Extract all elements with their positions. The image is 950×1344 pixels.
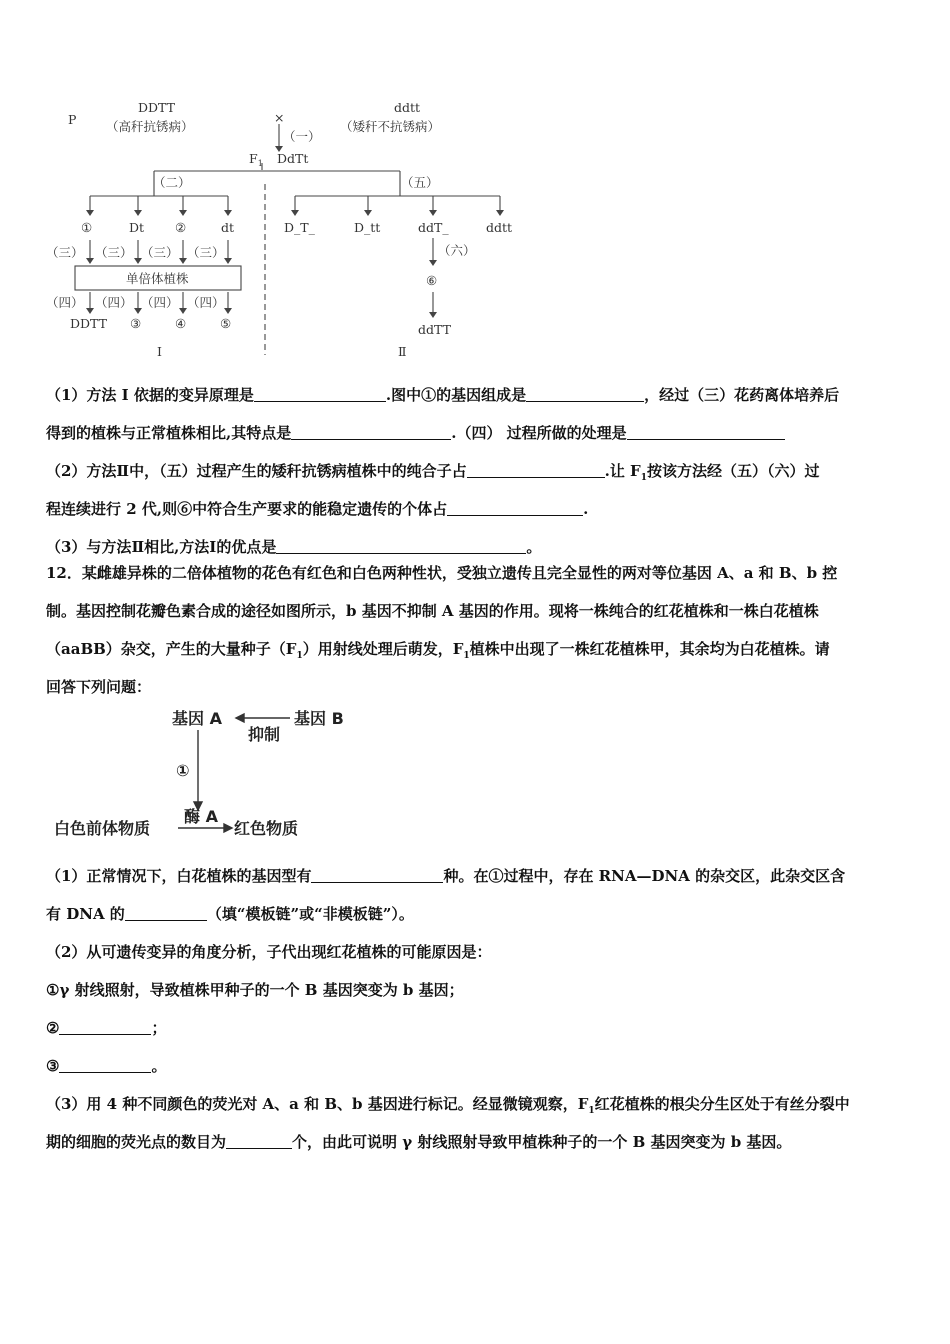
offspring-2: D_tt: [354, 220, 381, 235]
answer-blank-1-1[interactable]: [254, 385, 386, 402]
offspring-4: ddtt: [486, 220, 513, 235]
method2-label: Ⅱ: [398, 344, 407, 359]
q12-line-5: ② ；: [46, 1019, 167, 1037]
answer-blank-12-5[interactable]: [226, 1132, 292, 1149]
final-genotype: ddTT: [418, 322, 451, 337]
answer-blank-3-1[interactable]: [276, 537, 526, 554]
step-label-6: （六）: [438, 243, 476, 258]
parent2-genotype: ddtt: [394, 100, 421, 115]
step-label-4c: （四）: [141, 295, 179, 310]
step-label-4d: （四）: [187, 295, 225, 310]
step-label-4b: （四）: [95, 295, 133, 310]
method1-result-3: ④: [175, 316, 187, 331]
answer-blank-1-3[interactable]: [291, 423, 451, 440]
circle-6: ⑥: [426, 273, 438, 288]
q12-line-2: 有 DNA 的 （填“模板链”或“非模板链”）。: [46, 905, 414, 923]
q12-line-7: （3）用 4 种不同颜色的荧光对 A、a 和 B、b 基因进行标记。经显微镜观察，$F_1$红花植株的根尖分生区处于有丝分裂中: [46, 1095, 850, 1116]
step-label-3a: （三）: [46, 245, 84, 260]
method1-result-2: ③: [130, 316, 142, 331]
method1-result-1: DDTT: [70, 316, 107, 331]
parent1-phenotype: （高秆抗锈病）: [106, 119, 194, 134]
product-label: 红色物质: [234, 819, 299, 838]
answer-blank-1-4[interactable]: [627, 423, 785, 440]
f1-genotype: DdTt: [277, 151, 309, 166]
step-label-3b: （三）: [95, 245, 133, 260]
q12-line-8: 期的细胞的荧光点的数目为 个，由此可说明 γ 射线照射导致甲植株种子的一个 B 基因突变为 b 基因。: [46, 1133, 792, 1151]
step-1-label: ①: [176, 761, 190, 780]
q12-line-3: （2）从可遗传变异的角度分析，子代出现红花植株的可能原因是：: [46, 943, 492, 961]
q12-intro: [46, 554, 906, 706]
f1-label: $F_1$: [249, 151, 263, 168]
q11-line-3: （2）方法Ⅱ中，（五）过程产生的矮秆抗锈病植株中的纯合子占 .让 $F_1$按该方法经（五）（六）过: [46, 462, 820, 483]
q11-line-5: （3）与方法Ⅱ相比,方法Ⅰ的优点是 。: [46, 538, 542, 556]
step-label-4a: （四）: [46, 295, 84, 310]
parent2-phenotype: （矮秆不抗锈病）: [340, 119, 441, 134]
q11-line-4: 程连续进行 2 代,则⑥中符合生产要求的能稳定遗传的个体占 .: [46, 500, 589, 518]
cross-symbol: ×: [274, 110, 285, 125]
haploid-box-label: 单倍体植株: [126, 271, 189, 286]
answer-blank-12-2[interactable]: [125, 904, 207, 921]
answer-blank-2-2[interactable]: [447, 499, 583, 516]
answer-blank-1-2[interactable]: [526, 385, 644, 402]
q12-subquestions: [46, 857, 906, 1161]
q12-intro-line-3: （aaBB）杂交，产生的大量种子$(F_1)$用射线处理后萌发，$F_1$植株中出现了一株红花植株甲，其余均为白花植株。请: [46, 640, 830, 661]
answer-blank-12-4[interactable]: [59, 1056, 151, 1073]
gene-b-label: 基因 B: [294, 709, 344, 728]
breeding-diagram: [0, 0, 950, 380]
gene-pathway-diagram: [0, 700, 950, 850]
method1-result-4: ⑤: [220, 316, 232, 331]
offspring-3: ddT_: [418, 220, 449, 235]
enzyme-label: 酶 A: [184, 807, 218, 826]
parent1-genotype: DDTT: [138, 100, 175, 115]
step-label-5: （五）: [401, 175, 439, 190]
q12-line-4: ①γ 射线照射，导致植株甲种子的一个 B 基因突变为 b 基因；: [46, 981, 464, 999]
gamete-1: ①: [81, 220, 93, 235]
p-label: P: [68, 112, 77, 127]
q11-line-2: 得到的植株与正常植株相比,其特点是 .（四） 过程所做的处理是: [46, 414, 906, 452]
gamete-2: Dt: [129, 220, 145, 235]
q11-line-1: （1）方法 I 依据的变异原理是 .图中①的基因组成是 ，经过（三）花药离体培养后: [46, 386, 840, 404]
precursor-label: 白色前体物质: [54, 819, 151, 838]
breeding-diagram-svg: [0, 0, 950, 380]
offspring-1: D_T_: [284, 220, 315, 235]
step-label-3d: （三）: [187, 245, 225, 260]
step-label-2: （二）: [153, 175, 191, 190]
answer-blank-2-1[interactable]: [467, 461, 605, 478]
gene-pathway-svg: [0, 700, 950, 850]
step-label-1: （一）: [283, 129, 321, 144]
gene-a-label: 基因 A: [172, 709, 222, 728]
gamete-4: dt: [221, 220, 235, 235]
step-label-3c: （三）: [141, 245, 179, 260]
gamete-3: ②: [175, 220, 187, 235]
q12-intro-line-1: 12．某雌雄异株的二倍体植物的花色有红色和白色两种性状，受独立遗传且完全显性的两对等位基因 A、a 和 B、b 控: [46, 564, 838, 582]
answer-blank-12-1[interactable]: [311, 866, 443, 883]
q12-intro-line-4: 回答下列问题：: [46, 678, 152, 696]
q12-intro-line-2: 制。基因控制花瓣色素合成的途径如图所示，b 基因不抑制 A 基因的作用。现将一株纯合的红花植株和一株白花植株: [46, 602, 819, 620]
q11-block: [46, 376, 906, 566]
answer-blank-12-3[interactable]: [59, 1018, 151, 1035]
method1-label: Ⅰ: [157, 344, 162, 359]
q12-line-6: ③ 。: [46, 1057, 167, 1075]
inhibit-label: 抑制: [248, 725, 281, 744]
q12-line-1: （1）正常情况下，白花植株的基因型有 种。在①过程中，存在 RNA—DNA 的杂交区，此杂交区含: [46, 867, 846, 885]
